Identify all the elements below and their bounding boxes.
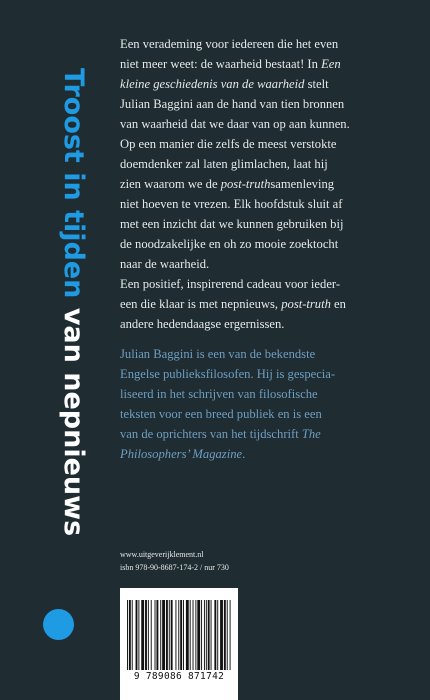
author-bio-line: van de oprichters van het tijdschrift The bbox=[120, 427, 321, 441]
barcode-bar bbox=[155, 600, 156, 670]
barcode-bar bbox=[171, 600, 173, 670]
barcode-bar bbox=[201, 600, 202, 670]
barcode-bar bbox=[160, 600, 161, 670]
barcode-bar bbox=[217, 600, 218, 670]
blurb-line: Op een manier die zelfs de meest verstokte bbox=[120, 137, 337, 151]
barcode-bar bbox=[206, 600, 207, 670]
barcode-bar bbox=[211, 600, 212, 670]
blurb-line: kleine geschiedenis van de waarheid stelt bbox=[120, 77, 329, 91]
barcode-bar bbox=[193, 600, 194, 670]
blurb-line: niet hoeven te vrezen. Elk hoofdstuk sluit af bbox=[120, 197, 343, 211]
blurb-line: zien waarom we de post-truthsamenleving bbox=[120, 177, 335, 191]
title-white-part: van nepnieuws bbox=[58, 307, 89, 537]
blurb-line: Een positief, inspirerend cadeau voor ieder- bbox=[120, 277, 341, 291]
barcode-bar bbox=[208, 600, 210, 670]
barcode-bar bbox=[156, 600, 158, 670]
barcode-bar bbox=[230, 600, 231, 670]
barcode-bar bbox=[180, 600, 182, 670]
barcode-bar bbox=[214, 600, 216, 670]
barcode-bar bbox=[162, 600, 165, 670]
barcode-bar bbox=[138, 600, 139, 670]
blurb-line: van waarheid dat we daar van op aan kunnen. bbox=[120, 117, 350, 131]
barcode-bar bbox=[148, 600, 149, 670]
barcode-bar bbox=[204, 600, 205, 670]
barcode-bar bbox=[175, 600, 176, 670]
barcode-bar bbox=[186, 600, 189, 670]
blurb-line: naar de waarheid. bbox=[120, 257, 210, 271]
author-bio-line: teksten voor een breed publiek en is een bbox=[120, 407, 322, 421]
barcode-bar bbox=[220, 600, 223, 670]
barcode-bars bbox=[125, 600, 233, 670]
back-cover-blurb bbox=[120, 34, 420, 334]
author-bio-line: liseerd in het schrijven van filosofische bbox=[120, 387, 318, 401]
blurb-line: niet meer weet: de waarheid bestaat! In Een bbox=[120, 57, 341, 71]
publisher-info bbox=[120, 548, 229, 574]
blurb-line: met een inzicht dat we kunnen gebruiken bij bbox=[120, 217, 344, 231]
barcode-bar bbox=[195, 600, 196, 670]
author-bio bbox=[120, 344, 420, 464]
author-bio-line: Engelse publieksfilosofen. Hij is gespecia- bbox=[120, 367, 336, 381]
blurb-line: andere hedendaagse ergernissen. bbox=[120, 317, 285, 331]
barcode-number: 9 789086 871742 bbox=[133, 671, 225, 682]
blurb-line: een die klaar is met nepnieuws, post-truth en bbox=[120, 297, 346, 311]
blurb-line: de noodzakelijke en oh zo mooie zoektocht bbox=[120, 237, 339, 251]
publisher-logo-dot bbox=[43, 609, 74, 640]
barcode-bar bbox=[127, 600, 128, 670]
blurb-line: doemdenker zal laten glimlachen, laat hij bbox=[120, 157, 328, 171]
title-blue-part: Troost in tijden bbox=[58, 68, 89, 299]
barcode-bar bbox=[141, 600, 144, 670]
isbn-line: isbn 978-90-8687-174-2 / nur 730 bbox=[120, 563, 229, 572]
barcode-bar bbox=[178, 600, 179, 670]
author-bio-line: Julian Baggini is een van de bekendste bbox=[120, 347, 316, 361]
barcode-bar bbox=[145, 600, 147, 670]
blurb-line: Een verademing voor iedereen die het even bbox=[120, 37, 339, 51]
barcode-bar bbox=[190, 600, 191, 670]
publisher-website: www.uitgeverijklement.nl bbox=[120, 550, 204, 559]
barcode-bar bbox=[227, 600, 228, 670]
barcode-bar bbox=[224, 600, 226, 670]
barcode-bar bbox=[169, 600, 170, 670]
spine-title bbox=[40, 68, 89, 568]
author-bio-line: Philosophers’ Magazine. bbox=[120, 447, 246, 461]
book-title bbox=[58, 68, 89, 536]
barcode-bar bbox=[132, 600, 133, 670]
barcode-bar bbox=[197, 600, 200, 670]
barcode-bar bbox=[129, 600, 131, 670]
blurb-line: Julian Baggini aan de hand van tien bronnen bbox=[120, 97, 345, 111]
barcode-bar bbox=[151, 600, 152, 670]
barcode-bar bbox=[166, 600, 168, 670]
barcode-bar bbox=[183, 600, 184, 670]
barcode-bar bbox=[136, 600, 138, 670]
barcode bbox=[120, 588, 238, 700]
